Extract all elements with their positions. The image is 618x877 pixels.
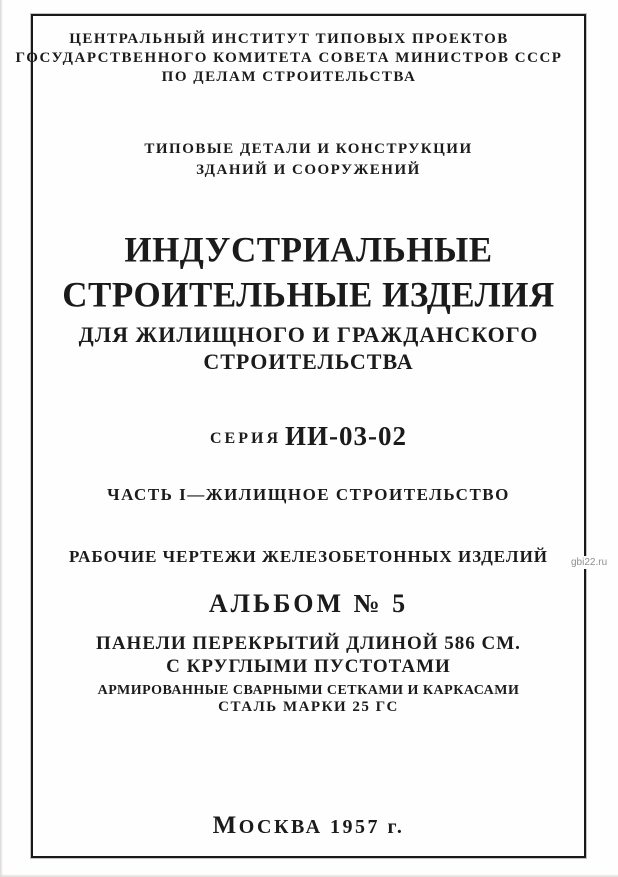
issuing-organization xyxy=(10,30,568,87)
series-label: СЕРИЯ xyxy=(210,430,281,447)
panels-line-2: С КРУГЛЫМИ ПУСТОТАМИ xyxy=(166,656,451,677)
panels-line-1: ПАНЕЛИ ПЕРЕКРЫТИЙ ДЛИНОЙ 586 СМ. xyxy=(96,633,521,654)
series-header-line-1: ТИПОВЫЕ ДЕТАЛИ И КОНСТРУКЦИИ xyxy=(144,141,473,157)
main-title-line-2: СТРОИТЕЛЬНЫЕ ИЗДЕЛИЯ xyxy=(62,274,555,315)
subtitle-line-2: СТРОИТЕЛЬСТВА xyxy=(203,349,414,374)
part-designation: ЧАСТЬ I—ЖИЛИЩНОЕ СТРОИТЕЛЬСТВО xyxy=(107,485,510,504)
reinforcement-description: АРМИРОВАННЫЕ СВАРНЫМИ СЕТКАМИ И КАРКАСАМИ xyxy=(97,683,520,698)
org-line-3: ПО ДЕЛАМ СТРОИТЕЛЬСТВА xyxy=(161,69,417,85)
series-header-line-2: ЗДАНИЙ И СООРУЖЕНИЙ xyxy=(196,162,421,178)
scan-watermark: gbi22.ru xyxy=(571,557,608,568)
series-code: ИИ-03-02 xyxy=(285,421,407,451)
subtitle xyxy=(31,321,586,375)
subtitle-line-1: ДЛЯ ЖИЛИЩНОГО И ГРАЖДАНСКОГО xyxy=(78,322,539,347)
drawings-caption: РАБОЧИЕ ЧЕРТЕЖИ ЖЕЛЕЗОБЕТОННЫХ ИЗДЕЛИЙ xyxy=(68,547,549,566)
series-designation xyxy=(31,421,586,452)
org-line-2: ГОСУДАРСТВЕННОГО КОМИТЕТА СОВЕТА МИНИСТРОВ СССР xyxy=(15,50,563,66)
org-line-1: ЦЕНТРАЛЬНЫЙ ИНСТИТУТ ТИПОВЫХ ПРОЕКТОВ xyxy=(69,31,509,47)
steel-grade: СТАЛЬ МАРКИ 25 ГС xyxy=(218,699,399,715)
series-header xyxy=(31,139,586,181)
imprint-city-year: МОСКВА 1957 г. xyxy=(212,812,405,839)
main-title xyxy=(31,227,586,316)
panels-description xyxy=(31,632,586,678)
main-title-line-1: ИНДУСТРИАЛЬНЫЕ xyxy=(124,229,493,270)
album-number: АЛЬБОМ № 5 xyxy=(208,589,409,618)
